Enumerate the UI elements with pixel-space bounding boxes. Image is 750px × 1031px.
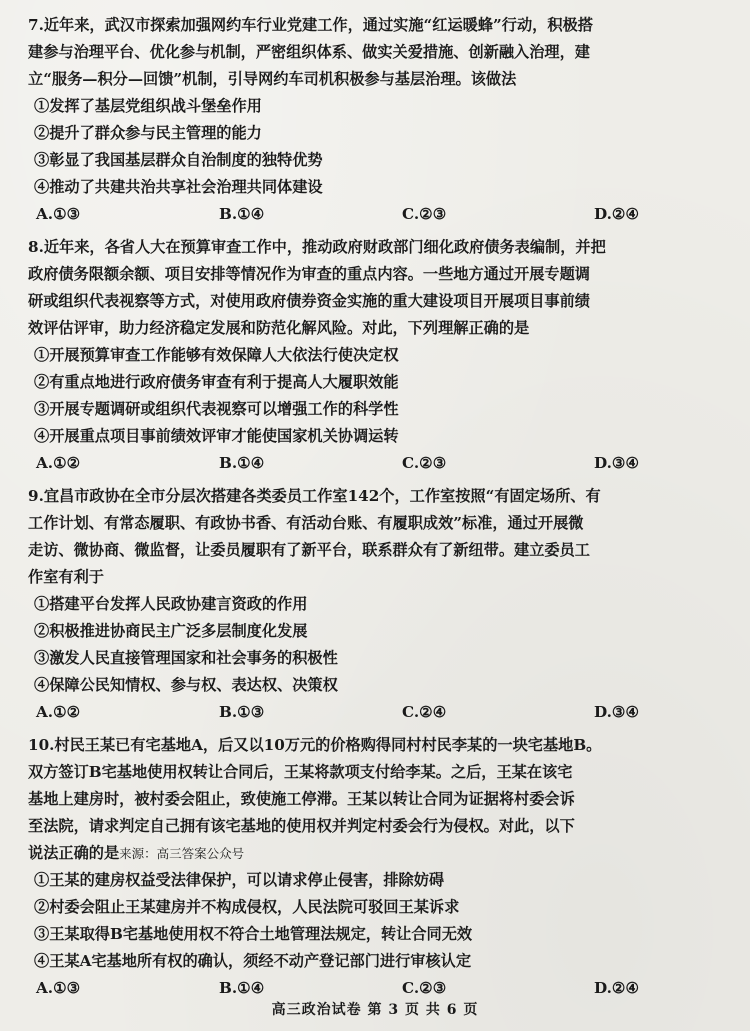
question-8-option-2: ②有重点地进行政府债务审查有利于提高人大履职效能 bbox=[34, 373, 399, 391]
question-10-option-4: ④王某A宅基地所有权的确认，须经不动产登记部门进行审核认定 bbox=[34, 952, 472, 970]
question-7-choices bbox=[28, 201, 736, 228]
question-10-option-1: ①王某的建房权益受法律保护，可以请求停止侵害，排除妨碍 bbox=[34, 871, 445, 889]
question-7-option-3: ③彰显了我国基层群众自治制度的独特优势 bbox=[34, 151, 323, 169]
question-7-option-2: ②提升了群众参与民主管理的能力 bbox=[34, 124, 262, 142]
question-9-choice-c: C.②④ bbox=[402, 703, 447, 721]
question-9-choice-b: B.①③ bbox=[219, 703, 265, 721]
question-10-stem-line: 基地上建房时，被村委会阻止，致使施工停滞。王某以转让合同为证据将村委会诉 bbox=[28, 790, 575, 808]
question-7-choice-c: C.②③ bbox=[402, 205, 447, 223]
question-9-stem-line: 工作计划、有常态履职、有政协书香、有活动台账、有履职成效”标准，通过开展微 bbox=[28, 514, 584, 532]
question-9 bbox=[28, 483, 736, 726]
question-10-option-3: ③王某取得B宅基地使用权不符合土地管理法规定，转让合同无效 bbox=[34, 925, 473, 943]
question-7-option-4: ④推动了共建共治共享社会治理共同体建设 bbox=[34, 178, 323, 196]
question-7-stem-line: 建参与治理平台、优化参与机制，严密组织体系、做实关爱措施、创新融入治理，建 bbox=[28, 43, 590, 61]
question-8-stem-line: 政府债务限额余额、项目安排等情况作为审查的重点内容。一些地方通过开展专题调 bbox=[28, 265, 590, 283]
question-10-choice-a: A.①③ bbox=[36, 979, 81, 997]
question-8-choices bbox=[28, 450, 736, 477]
question-9-option-2: ②积极推进协商民主广泛多层制度化发展 bbox=[34, 622, 308, 640]
question-8-stem-line: 效评估评审，助力经济稳定发展和防范化解风险。对此，下列理解正确的是 bbox=[28, 319, 530, 337]
question-8-option-4: ④开展重点项目事前绩效评审才能使国家机关协调运转 bbox=[34, 427, 399, 445]
question-9-option-1: ①搭建平台发挥人民政协建言资政的作用 bbox=[34, 595, 308, 613]
question-9-option-3: ③激发人民直接管理国家和社会事务的积极性 bbox=[34, 649, 338, 667]
question-10-stem-line: 双方签订B宅基地使用权转让合同后，王某将款项支付给李某。之后，王某在该宅 bbox=[28, 763, 573, 781]
page-content bbox=[28, 12, 736, 1008]
question-9-stem-line: 9.宜昌市政协在全市分层次搭建各类委员工作室142个，工作室按照“有固定场所、有 bbox=[28, 487, 601, 505]
question-8-stem-line: 8.近年来，各省人大在预算审查工作中，推动政府财政部门细化政府债务表编制，并把 bbox=[28, 238, 606, 256]
question-8-choice-b: B.①④ bbox=[219, 454, 265, 472]
question-10-option-2: ②村委会阻止王某建房并不构成侵权，人民法院可驳回王某诉求 bbox=[34, 898, 460, 916]
question-8-choice-d: D.③④ bbox=[594, 454, 640, 472]
question-10-stem-last-line bbox=[28, 840, 736, 867]
question-10-choice-c: C.②③ bbox=[402, 979, 447, 997]
question-10-choice-d: D.②④ bbox=[594, 979, 640, 997]
question-7-choice-d: D.②④ bbox=[594, 205, 640, 223]
question-9-option-4: ④保障公民知情权、参与权、表达权、决策权 bbox=[34, 676, 338, 694]
question-7-option-1: ①发挥了基层党组织战斗堡垒作用 bbox=[34, 97, 262, 115]
question-9-choice-a: A.①② bbox=[36, 703, 81, 721]
question-8-choice-c: C.②③ bbox=[402, 454, 447, 472]
question-9-stem-line: 走访、微协商、微监督，让委员履职有了新平台，联系群众有了新纽带。建立委员工 bbox=[28, 541, 590, 559]
question-10-stem-text: 说法正确的是 bbox=[28, 844, 120, 862]
question-10-choices bbox=[28, 975, 736, 1002]
source-note: 来源：高三答案公众号 bbox=[119, 846, 245, 861]
question-10-choice-b: B.①④ bbox=[219, 979, 265, 997]
question-8-stem-line: 研或组织代表视察等方式，对使用政府债券资金实施的重大建设项目开展项目事前绩 bbox=[28, 292, 590, 310]
question-7-choice-b: B.①④ bbox=[219, 205, 265, 223]
question-7-stem-line: 7.近年来，武汉市探索加强网约车行业党建工作，通过实施“红运暖蜂”行动，积极搭 bbox=[28, 16, 593, 34]
question-8 bbox=[28, 234, 736, 477]
question-10-stem-line: 至法院，请求判定自己拥有该宅基地的使用权并判定村委会行为侵权。对此，以下 bbox=[28, 817, 575, 835]
question-10 bbox=[28, 732, 736, 1002]
page-footer: 高三政治试卷 第 3 页 共 6 页 bbox=[271, 1002, 479, 1018]
question-9-stem-line: 作室有利于 bbox=[28, 568, 104, 586]
question-8-option-1: ①开展预算审查工作能够有效保障人大依法行使决定权 bbox=[34, 346, 399, 364]
question-7 bbox=[28, 12, 736, 228]
question-9-choices bbox=[28, 699, 736, 726]
question-10-stem-line: 10.村民王某已有宅基地A，后又以10万元的价格购得同村村民李某的一块宅基地B。 bbox=[28, 736, 602, 754]
question-7-stem-line: 立“服务—积分—回馈”机制，引导网约车司机积极参与基层治理。该做法 bbox=[28, 70, 517, 88]
question-8-choice-a: A.①② bbox=[36, 454, 81, 472]
question-8-option-3: ③开展专题调研或组织代表视察可以增强工作的科学性 bbox=[34, 400, 399, 418]
question-7-choice-a: A.①③ bbox=[36, 205, 81, 223]
question-9-choice-d: D.③④ bbox=[594, 703, 640, 721]
